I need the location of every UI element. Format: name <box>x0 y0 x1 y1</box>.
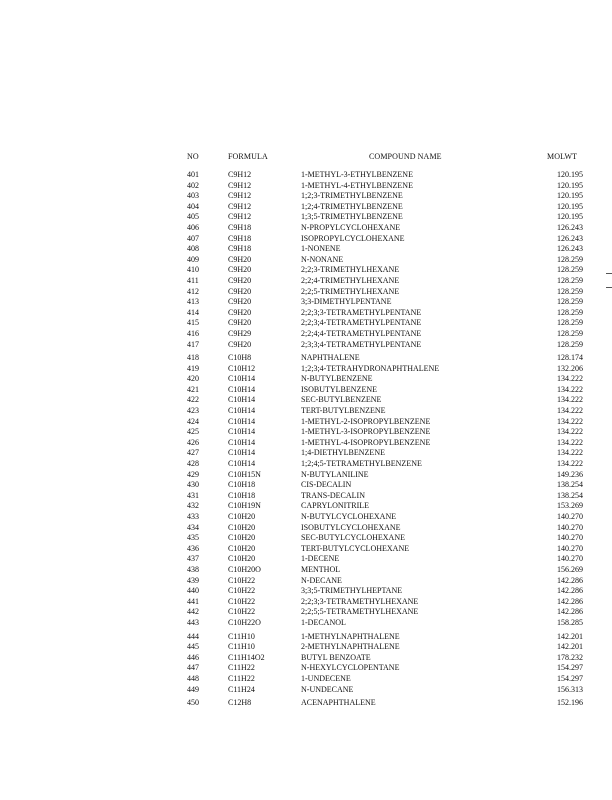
cell-formula: C10H20 <box>228 533 256 543</box>
table-row <box>0 448 612 459</box>
cell-formula: C10H14 <box>228 459 256 469</box>
cell-molwt: 134.222 <box>557 395 583 405</box>
cell-formula: C10H14 <box>228 406 256 416</box>
cell-molwt: 142.286 <box>557 575 583 585</box>
cell-compound-name: N-PROPYLCYCLOHEXANE <box>301 222 401 232</box>
cell-formula: C10H22 <box>228 586 256 596</box>
cell-no: 443 <box>187 617 199 627</box>
cell-no: 409 <box>187 254 199 264</box>
cell-no: 450 <box>187 698 199 708</box>
cell-molwt: 128.259 <box>557 265 583 275</box>
table-row <box>0 353 612 364</box>
cell-formula: C10H18 <box>228 490 256 500</box>
cell-no: 420 <box>187 374 199 384</box>
table-row <box>0 597 612 608</box>
cell-no: 449 <box>187 684 199 694</box>
cell-compound-name: 1-METHYL-4-ISOPROPYLBENZENE <box>301 437 431 447</box>
cell-compound-name: 1-METHYL-4-ETHYLBENZENE <box>301 180 413 190</box>
cell-compound-name: N-BUTYLBENZENE <box>301 374 373 384</box>
cell-formula: C9H20 <box>228 254 252 264</box>
table-row <box>0 364 612 375</box>
table-row <box>0 297 612 308</box>
table-row <box>0 244 612 255</box>
cell-formula: C10H22 <box>228 596 256 606</box>
cell-formula: C10H19N <box>228 501 261 511</box>
cell-molwt: 154.297 <box>557 673 583 683</box>
cell-molwt: 134.222 <box>557 448 583 458</box>
cell-compound-name: SEC-BUTYLBENZENE <box>301 395 382 405</box>
cell-compound-name: 2;3;3;4-TETRAMETHYLPENTANE <box>301 339 422 349</box>
cell-molwt: 128.259 <box>557 328 583 338</box>
table-row <box>0 340 612 351</box>
cell-molwt: 140.270 <box>557 533 583 543</box>
table-row <box>0 685 612 696</box>
cell-molwt: 132.206 <box>557 363 583 373</box>
cell-formula: C10H15N <box>228 469 261 479</box>
cell-formula: C10H14 <box>228 384 256 394</box>
table-row <box>0 501 612 512</box>
cell-formula: C9H20 <box>228 339 252 349</box>
cell-formula: C10H14 <box>228 395 256 405</box>
cell-no: 419 <box>187 363 199 373</box>
cell-molwt: 134.222 <box>557 416 583 426</box>
cell-formula: C9H20 <box>228 307 252 317</box>
cell-molwt: 153.269 <box>557 501 583 511</box>
cell-molwt: 120.195 <box>557 212 583 222</box>
cell-formula: C9H12 <box>228 201 252 211</box>
cell-no: 425 <box>187 427 199 437</box>
table-row <box>0 663 612 674</box>
cell-compound-name: 2;2;4-TRIMETHYLHEXANE <box>301 275 400 285</box>
margin-mark <box>606 273 612 274</box>
cell-formula: C9H18 <box>228 244 252 254</box>
cell-formula: C10H20 <box>228 554 256 564</box>
cell-molwt: 138.254 <box>557 480 583 490</box>
cell-no: 435 <box>187 533 199 543</box>
cell-formula: C11H22 <box>228 663 255 673</box>
cell-no: 446 <box>187 652 199 662</box>
cell-no: 401 <box>187 170 199 179</box>
table-row <box>0 554 612 565</box>
cell-molwt: 142.201 <box>557 631 583 641</box>
cell-compound-name: ISOPROPYLCYCLOHEXANE <box>301 233 405 243</box>
cell-molwt: 158.285 <box>557 617 583 627</box>
table-row <box>0 385 612 396</box>
cell-molwt: 134.222 <box>557 459 583 469</box>
cell-compound-name: 3;3;5-TRIMETHYLHEPTANE <box>301 586 403 596</box>
cell-molwt: 128.259 <box>557 254 583 264</box>
cell-no: 411 <box>187 275 199 285</box>
table-row <box>0 642 612 653</box>
cell-molwt: 156.313 <box>557 684 583 694</box>
cell-molwt: 142.286 <box>557 586 583 596</box>
cell-molwt: 142.286 <box>557 607 583 617</box>
table-row <box>0 308 612 319</box>
cell-molwt: 120.195 <box>557 191 583 201</box>
table-row <box>0 170 612 181</box>
cell-compound-name: 1;2;4;5-TETRAMETHYLBENZENE <box>301 459 422 469</box>
cell-formula: C11H22 <box>228 673 255 683</box>
cell-molwt: 128.259 <box>557 318 583 328</box>
cell-formula: C10H14 <box>228 448 256 458</box>
header-no: NO <box>187 152 199 161</box>
cell-compound-name: N-NONANE <box>301 254 344 264</box>
cell-formula: C10H14 <box>228 416 256 426</box>
cell-compound-name: TERT-BUTYLCYCLOHEXANE <box>301 543 410 553</box>
cell-molwt: 134.222 <box>557 437 583 447</box>
cell-compound-name: 1;4-DIETHYLBENZENE <box>301 448 385 458</box>
cell-no: 429 <box>187 469 199 479</box>
table-row <box>0 255 612 266</box>
cell-no: 440 <box>187 586 199 596</box>
cell-compound-name: 1-DECENE <box>301 554 340 564</box>
table-row <box>0 427 612 438</box>
cell-molwt: 128.259 <box>557 297 583 307</box>
cell-formula: C10H8 <box>228 353 252 363</box>
cell-formula: C10H20 <box>228 512 256 521</box>
cell-formula: C11H14O2 <box>228 652 265 662</box>
table-row <box>0 480 612 491</box>
cell-molwt: 120.195 <box>557 180 583 190</box>
cell-compound-name: SEC-BUTYLCYCLOHEXANE <box>301 533 405 543</box>
cell-molwt: 140.270 <box>557 543 583 553</box>
cell-no: 415 <box>187 318 199 328</box>
cell-molwt: 128.259 <box>557 286 583 296</box>
cell-no: 402 <box>187 180 199 190</box>
cell-no: 442 <box>187 607 199 617</box>
table-row <box>0 523 612 534</box>
cell-compound-name: N-BUTYLANILINE <box>301 469 369 479</box>
table-row <box>0 653 612 664</box>
cell-formula: C9H12 <box>228 212 252 222</box>
cell-molwt: 154.297 <box>557 663 583 673</box>
cell-formula: C10H12 <box>228 363 256 373</box>
cell-molwt: 120.195 <box>557 170 583 179</box>
table-row <box>0 607 612 618</box>
table-row <box>0 287 612 298</box>
cell-no: 430 <box>187 480 199 490</box>
cell-compound-name: 1;2;3;4-TETRAHYDRONAPHTHALENE <box>301 363 440 373</box>
cell-formula: C9H12 <box>228 191 252 201</box>
cell-no: 422 <box>187 395 199 405</box>
cell-no: 414 <box>187 307 199 317</box>
cell-no: 406 <box>187 222 199 232</box>
cell-formula: C9H18 <box>228 222 252 232</box>
table-row <box>0 533 612 544</box>
cell-compound-name: 2;2;5;5-TETRAMETHYLHEXANE <box>301 607 419 617</box>
cell-formula: C11H10 <box>228 642 255 652</box>
cell-compound-name: 3;3-DIMETHYLPENTANE <box>301 297 392 307</box>
cell-no: 405 <box>187 212 199 222</box>
cell-molwt: 134.222 <box>557 384 583 394</box>
cell-compound-name: 2;2;3-TRIMETHYLHEXANE <box>301 265 400 275</box>
cell-molwt: 128.259 <box>557 275 583 285</box>
cell-compound-name: 2;2;3;3-TETRAMETHYLPENTANE <box>301 307 422 317</box>
cell-molwt: 156.269 <box>557 564 583 574</box>
cell-compound-name: MENTHOL <box>301 564 341 574</box>
table-row <box>0 512 612 523</box>
table-row <box>0 318 612 329</box>
cell-formula: C9H12 <box>228 170 252 179</box>
cell-no: 416 <box>187 328 199 338</box>
cell-molwt: 126.243 <box>557 233 583 243</box>
cell-molwt: 178.232 <box>557 652 583 662</box>
table-row <box>0 674 612 685</box>
cell-no: 413 <box>187 297 199 307</box>
cell-no: 407 <box>187 233 199 243</box>
cell-no: 417 <box>187 339 199 349</box>
cell-compound-name: 2-METHYLNAPHTHALENE <box>301 642 400 652</box>
cell-molwt: 142.201 <box>557 642 583 652</box>
table-row <box>0 586 612 597</box>
header-compound-name: COMPOUND NAME <box>369 152 442 161</box>
cell-formula: C9H18 <box>228 233 252 243</box>
cell-compound-name: 1-METHYL-3-ISOPROPYLBENZENE <box>301 427 431 437</box>
cell-formula: C10H14 <box>228 374 256 384</box>
cell-formula: C10H22O <box>228 617 261 627</box>
cell-no: 434 <box>187 522 199 532</box>
cell-formula: C9H12 <box>228 180 252 190</box>
cell-compound-name: CAPRYLONITRILE <box>301 501 369 511</box>
cell-no: 431 <box>187 490 199 500</box>
table-row <box>0 374 612 385</box>
cell-molwt: 140.270 <box>557 512 583 521</box>
table-row <box>0 491 612 502</box>
table-row <box>0 223 612 234</box>
table-row <box>0 698 612 709</box>
cell-compound-name: N-HEXYLCYCLOPENTANE <box>301 663 400 673</box>
compound-table <box>0 170 612 709</box>
header-formula: FORMULA <box>228 152 268 161</box>
cell-no: 433 <box>187 512 199 521</box>
cell-formula: C12H8 <box>228 698 252 708</box>
cell-molwt: 134.222 <box>557 427 583 437</box>
cell-no: 412 <box>187 286 199 296</box>
table-row <box>0 618 612 629</box>
cell-formula: C9H20 <box>228 286 252 296</box>
cell-no: 426 <box>187 437 199 447</box>
cell-formula: C10H20O <box>228 564 261 574</box>
cell-molwt: 140.270 <box>557 522 583 532</box>
cell-molwt: 120.195 <box>557 201 583 211</box>
cell-formula: C11H24 <box>228 684 255 694</box>
cell-formula: C10H14 <box>228 437 256 447</box>
cell-compound-name: N-DECANE <box>301 575 342 585</box>
cell-molwt: 140.270 <box>557 554 583 564</box>
cell-no: 408 <box>187 244 199 254</box>
table-row <box>0 212 612 223</box>
margin-mark <box>606 287 612 288</box>
cell-no: 439 <box>187 575 199 585</box>
cell-compound-name: 2;2;3;4-TETRAMETHYLPENTANE <box>301 318 422 328</box>
cell-molwt: 128.174 <box>557 353 583 363</box>
cell-no: 410 <box>187 265 199 275</box>
cell-no: 444 <box>187 631 199 641</box>
cell-formula: C9H20 <box>228 265 252 275</box>
cell-molwt: 128.259 <box>557 339 583 349</box>
cell-no: 448 <box>187 673 199 683</box>
cell-molwt: 126.243 <box>557 222 583 232</box>
cell-no: 447 <box>187 663 199 673</box>
cell-formula: C9H20 <box>228 297 252 307</box>
cell-formula: C11H10 <box>228 631 255 641</box>
cell-formula: C10H22 <box>228 607 256 617</box>
table-row <box>0 191 612 202</box>
cell-compound-name: 1-DECANOL <box>301 617 346 627</box>
cell-no: 437 <box>187 554 199 564</box>
table-row <box>0 395 612 406</box>
cell-no: 445 <box>187 642 199 652</box>
cell-compound-name: BUTYL BENZOATE <box>301 652 371 662</box>
cell-no: 403 <box>187 191 199 201</box>
cell-no: 438 <box>187 564 199 574</box>
cell-compound-name: 1;3;5-TRIMETHYLBENZENE <box>301 212 403 222</box>
cell-no: 441 <box>187 596 199 606</box>
table-row <box>0 202 612 213</box>
cell-no: 427 <box>187 448 199 458</box>
cell-compound-name: 2;2;3;3-TETRAMETHYLHEXANE <box>301 596 419 606</box>
table-row <box>0 276 612 287</box>
table-row <box>0 544 612 555</box>
cell-compound-name: 1-METHYL-2-ISOPROPYLBENZENE <box>301 416 431 426</box>
cell-molwt: 134.222 <box>557 406 583 416</box>
cell-formula: C10H18 <box>228 480 256 490</box>
table-row <box>0 438 612 449</box>
cell-no: 424 <box>187 416 199 426</box>
cell-compound-name: ACENAPHTHALENE <box>301 698 376 708</box>
cell-formula: C9H29 <box>228 328 252 338</box>
table-row <box>0 181 612 192</box>
table-row <box>0 265 612 276</box>
cell-molwt: 138.254 <box>557 490 583 500</box>
cell-formula: C9H20 <box>228 318 252 328</box>
cell-formula: C10H20 <box>228 522 256 532</box>
cell-no: 436 <box>187 543 199 553</box>
cell-compound-name: 1-METHYLNAPHTHALENE <box>301 631 400 641</box>
cell-compound-name: 1;2;3-TRIMETHYLBENZENE <box>301 191 403 201</box>
cell-compound-name: 1;2;4-TRIMETHYLBENZENE <box>301 201 403 211</box>
cell-molwt: 142.286 <box>557 596 583 606</box>
table-row <box>0 234 612 245</box>
cell-compound-name: 1-NONENE <box>301 244 341 254</box>
cell-compound-name: 1-METHYL-3-ETHYLBENZENE <box>301 170 413 179</box>
cell-no: 428 <box>187 459 199 469</box>
cell-no: 423 <box>187 406 199 416</box>
cell-molwt: 126.243 <box>557 244 583 254</box>
cell-formula: C10H22 <box>228 575 256 585</box>
cell-molwt: 134.222 <box>557 374 583 384</box>
cell-compound-name: TERT-BUTYLBENZENE <box>301 406 386 416</box>
cell-compound-name: N-UNDECANE <box>301 684 354 694</box>
table-row <box>0 470 612 481</box>
cell-molwt: 149.236 <box>557 469 583 479</box>
table-row <box>0 576 612 587</box>
cell-compound-name: NAPHTHALENE <box>301 353 360 363</box>
cell-molwt: 128.259 <box>557 307 583 317</box>
cell-molwt: 152.196 <box>557 698 583 708</box>
cell-no: 421 <box>187 384 199 394</box>
cell-compound-name: TRANS-DECALIN <box>301 490 365 500</box>
cell-no: 418 <box>187 353 199 363</box>
table-row <box>0 459 612 470</box>
cell-compound-name: 2;2;5-TRIMETHYLHEXANE <box>301 286 400 296</box>
table-row <box>0 565 612 576</box>
cell-compound-name: N-BUTYLCYCLOHEXANE <box>301 512 397 521</box>
cell-compound-name: CIS-DECALIN <box>301 480 352 490</box>
cell-compound-name: ISOBUTYLBENZENE <box>301 384 377 394</box>
table-row <box>0 406 612 417</box>
table-row <box>0 329 612 340</box>
cell-no: 432 <box>187 501 199 511</box>
cell-formula: C10H20 <box>228 543 256 553</box>
cell-formula: C10H14 <box>228 427 256 437</box>
table-row <box>0 417 612 428</box>
cell-compound-name: 2;2;4;4-TETRAMETHYLPENTANE <box>301 328 422 338</box>
cell-no: 404 <box>187 201 199 211</box>
cell-compound-name: ISOBUTYLCYCLOHEXANE <box>301 522 401 532</box>
table-row <box>0 632 612 643</box>
header-molwt: MOLWT <box>547 152 578 161</box>
cell-formula: C9H20 <box>228 275 252 285</box>
cell-compound-name: 1-UNDECENE <box>301 673 351 683</box>
